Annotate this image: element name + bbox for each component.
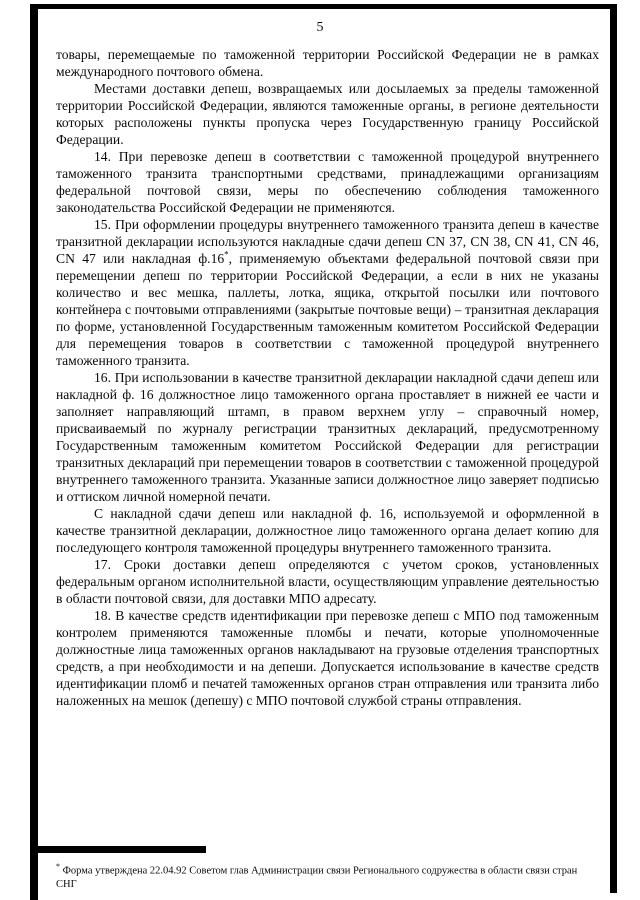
scan-border-left [30, 4, 38, 900]
scan-border-top [30, 4, 617, 9]
paragraph: товары, перемещаемые по таможенной территории Российской Федерации не в рамках международного почтового обмена. [56, 47, 599, 79]
paragraph [56, 216, 599, 369]
paragraph-text: , применяемую объектами федеральной почтовой связи при перемещении депеш по территории Российской Федерации, а если в них не указаны количество и вес мешка, паллеты, лотка, ящика, открытой посылки или почтового контейнера с почтовыми отправлениями (закрытые почтовые вещи) – транзитная декларация по форме, установленной Государственным таможенным комитетом Российской Федерации для перемещения товаров в соответствии с таможенной процедурой внутреннего таможенного транзита. [56, 251, 599, 368]
paragraph: 16. При использовании в качестве транзитной декларации накладной сдачи депеш или накладной ф. 16 должностное лицо таможенного органа проставляет в нижней ее части и заполняет направляющий штамп, в правом верхнем углу – справочный номер, присваиваемый по журналу регистрации транзитных деклараций, предусмотренному Государственным таможенным комитетом Российской Федерации для регистрации транзитных деклараций при перемещении товаров в соответствии с таможенной процедурой внутреннего таможенного транзита. Указанные записи должностное лицо заверяет подписью и оттиском личной номерной печати. [56, 370, 599, 504]
paragraph-text: 15. При оформлении процедуры внутреннего таможенного транзита депеш в качестве транзитной декларации используются накладные сдачи депеш CN 37, CN 38, CN 41, CN 46, CN 47 или накладная ф.16 [56, 217, 599, 266]
footnote-separator [30, 846, 206, 853]
document-body [56, 46, 599, 709]
paragraph: 17. Сроки доставки депеш определяются с учетом сроков, установленных федеральным органом исполнительной власти, осуществляющим управление деятельностью в области почтовой связи, для доставки МПО адресату. [56, 557, 599, 606]
paragraph: Местами доставки депеш, возвращаемых или досылаемых за пределы таможенной территории Российской Федерации, являются таможенные органы, в регионе деятельности которых расположены пункты пропуска через Государственную границу Российской Федерации. [56, 81, 599, 147]
paragraph: С накладной сдачи депеш или накладной ф. 16, используемой и оформленной в качестве транзитной декларации, должностное лицо таможенного органа делает копию для последующего контроля таможенной процедуры внутреннего таможенного транзита. [56, 506, 599, 555]
scan-border-right [610, 4, 617, 893]
paragraph: 18. В качестве средств идентификации при перевозке депеш с МПО под таможенным контролем применяются таможенные пломбы и печати, которые уполномоченные должностные лица таможенных органов накладывают на грузовые отделения транспортных средств, а при необходимости и на депеши. Допускается использование в качестве средств идентификации пломб и печатей таможенных органов стран отправления или транзита либо наложенных на мешок (депешу) с МПО почтовой службой страны отправления. [56, 608, 599, 708]
footnote-text: Форма утверждена 22.04.92 Советом глав Администрации связи Регионального содружества в области связи стран СНГ [56, 865, 578, 890]
paragraph: 14. При перевозке депеш в соответствии с таможенной процедурой внутреннего таможенного транзита транспортными средствами, принадлежащими организациям федеральной почтовой связи, меры по обеспечению соблюдения таможенного законодательства Российской Федерации не применяются. [56, 149, 599, 215]
footnote-marker: * [56, 862, 60, 871]
footnote-area [56, 846, 599, 891]
footnote-reference-marker: * [224, 249, 229, 260]
page-number: 5 [316, 20, 324, 35]
footnote [56, 860, 599, 891]
